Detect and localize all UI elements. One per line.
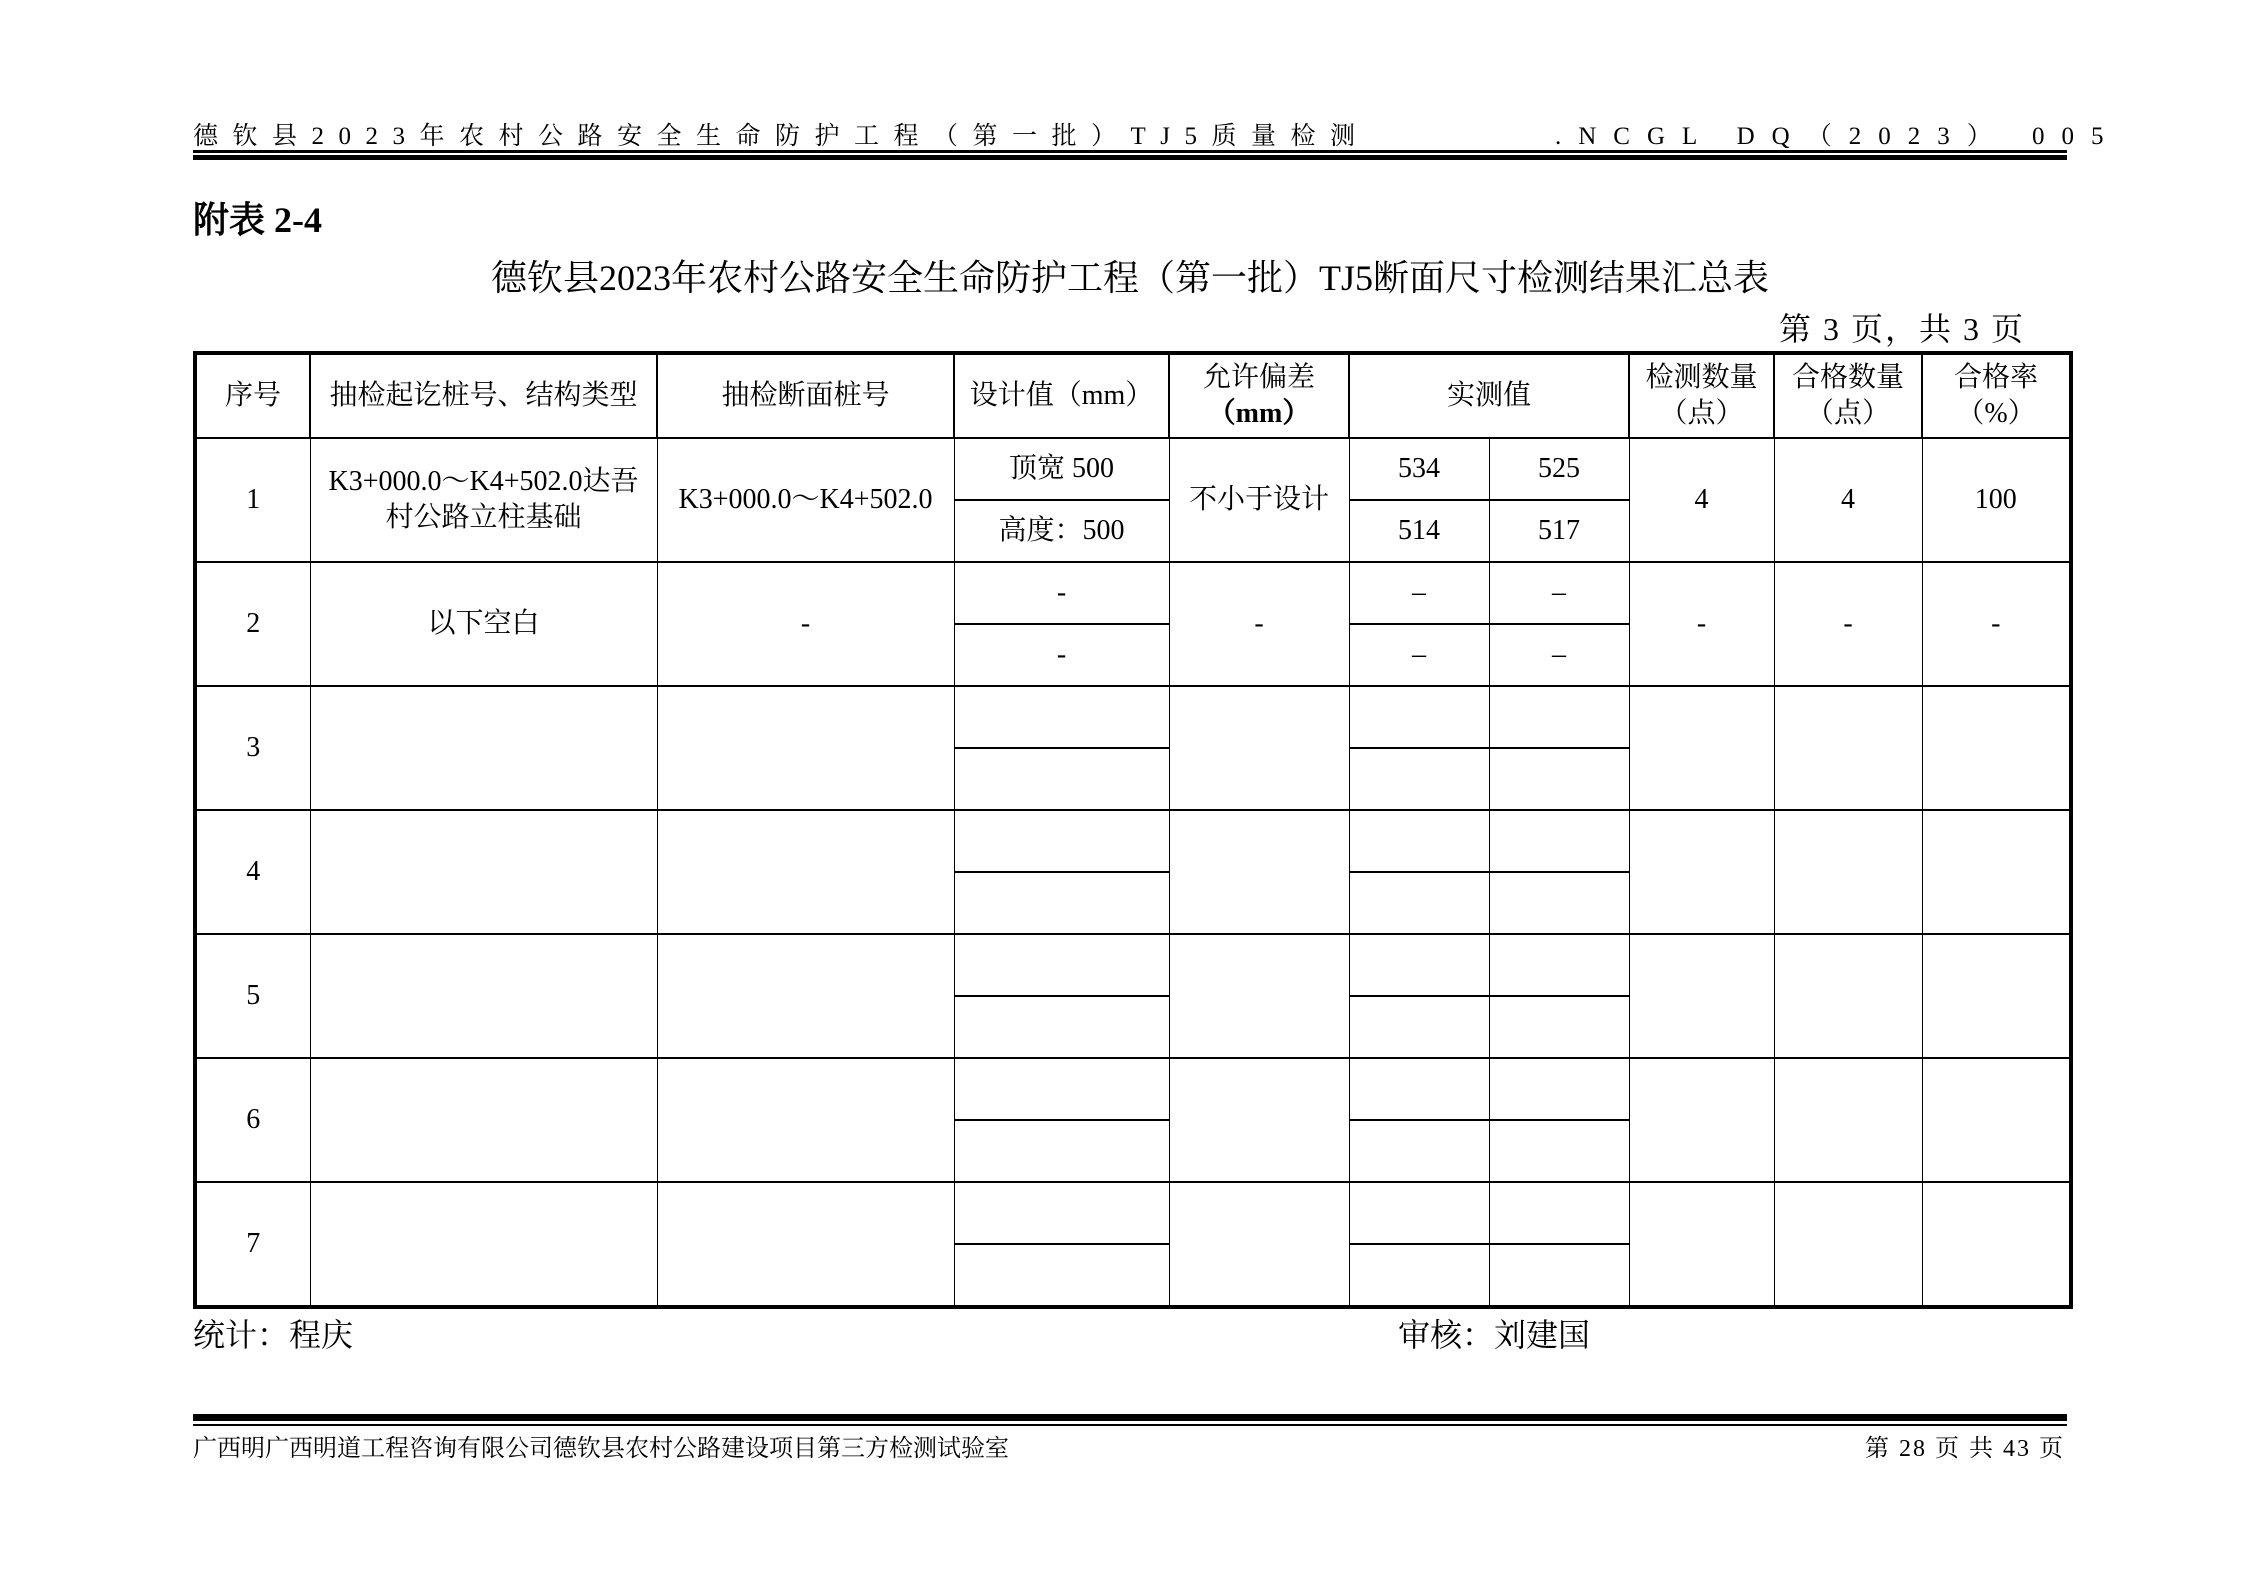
table-header-row [195, 353, 2071, 438]
cell-design-bottom: - [954, 624, 1169, 686]
header-test-count-line1: 检测数量 [1645, 362, 1758, 393]
cell-measured-2: – [1489, 562, 1629, 624]
cell-pass-count [1774, 686, 1922, 810]
cell-section-stake [657, 686, 954, 810]
header-rule-thick [193, 155, 2067, 160]
cell-design-top [954, 686, 1169, 748]
header-pass-rate-line1: 合格率 [1954, 362, 2039, 393]
cell-design-top [954, 934, 1169, 996]
cell-measured-3 [1349, 748, 1489, 810]
header-test-count-line2: （点） [1659, 398, 1744, 429]
footer-page-number: 第 28 页 共 43 页 [1865, 1436, 2065, 1462]
cell-seq: 3 [195, 686, 310, 810]
section-size-summary-table [193, 351, 2073, 1309]
cell-measured-2 [1489, 934, 1629, 996]
cell-tolerance [1169, 1058, 1349, 1182]
header-pass-rate [1922, 353, 2071, 438]
table-row [195, 686, 2071, 748]
cell-range-type [310, 1058, 657, 1182]
cell-design-bottom [954, 1244, 1169, 1307]
cell-section-stake [657, 934, 954, 1058]
cell-pass-rate: - [1922, 562, 2071, 686]
cell-design-top [954, 810, 1169, 872]
table-row [195, 562, 2071, 624]
cell-measured-4 [1489, 1120, 1629, 1182]
cell-measured-4 [1489, 748, 1629, 810]
cell-range-type [310, 934, 657, 1058]
cell-section-stake [657, 1182, 954, 1307]
cell-seq: 5 [195, 934, 310, 1058]
cell-range-type: K3+000.0～K4+502.0达吾村公路立柱基础 [310, 438, 657, 562]
header-pass-count-line1: 合格数量 [1792, 362, 1905, 393]
cell-design-bottom [954, 748, 1169, 810]
header-measured: 实测值 [1349, 353, 1629, 438]
cell-section-stake [657, 810, 954, 934]
appendix-label: 附表 2-4 [193, 200, 322, 240]
cell-measured-2 [1489, 686, 1629, 748]
cell-pass-rate [1922, 934, 2071, 1058]
statistician-signature: 统计：程庆 [193, 1317, 354, 1353]
cell-tolerance [1169, 934, 1349, 1058]
cell-range-type [310, 686, 657, 810]
table-title: 德钦县2023年农村公路安全生命防护工程（第一批）TJ5断面尺寸检测结果汇总表 [490, 258, 1769, 298]
cell-design-top: - [954, 562, 1169, 624]
cell-range-type: 以下空白 [310, 562, 657, 686]
cell-section-stake [657, 1058, 954, 1182]
cell-pass-count: 4 [1774, 438, 1922, 562]
cell-pass-rate [1922, 810, 2071, 934]
cell-pass-rate: 100 [1922, 438, 2071, 562]
cell-tolerance: - [1169, 562, 1349, 686]
cell-tolerance [1169, 686, 1349, 810]
cell-design-top [954, 1058, 1169, 1120]
cell-measured-1: – [1349, 562, 1489, 624]
cell-range-type [310, 1182, 657, 1307]
cell-measured-3 [1349, 996, 1489, 1058]
cell-measured-4 [1489, 872, 1629, 934]
cell-measured-3: – [1349, 624, 1489, 686]
cell-measured-2 [1489, 1182, 1629, 1244]
footer-rule-thin [193, 1424, 2067, 1426]
header-design-value: 设计值（mm） [954, 353, 1169, 438]
cell-measured-2 [1489, 810, 1629, 872]
footer-rule-thick [193, 1414, 2067, 1421]
cell-pass-count [1774, 934, 1922, 1058]
cell-measured-4 [1489, 1244, 1629, 1307]
cell-measured-1: 534 [1349, 438, 1489, 500]
running-header-project: 德钦县2023年农村公路安全生命防护工程（第一批）TJ5质量检测 [193, 123, 1370, 150]
cell-measured-2 [1489, 1058, 1629, 1120]
cell-measured-4: – [1489, 624, 1629, 686]
cell-measured-4: 517 [1489, 500, 1629, 562]
cell-test-count [1629, 686, 1774, 810]
cell-test-count [1629, 1058, 1774, 1182]
cell-measured-3 [1349, 1120, 1489, 1182]
cell-section-stake: - [657, 562, 954, 686]
cell-test-count [1629, 934, 1774, 1058]
cell-seq: 2 [195, 562, 310, 686]
header-pass-rate-line2: （%） [1956, 398, 2036, 429]
cell-range-type [310, 810, 657, 934]
cell-design-bottom [954, 872, 1169, 934]
cell-pass-count [1774, 1058, 1922, 1182]
cell-measured-3 [1349, 1244, 1489, 1307]
cell-design-top [954, 1182, 1169, 1244]
cell-test-count [1629, 1182, 1774, 1307]
footer-organization: 广西明广西明道工程咨询有限公司德钦县农村公路建设项目第三方检测试验室 [193, 1436, 1009, 1462]
cell-pass-count [1774, 1182, 1922, 1307]
cell-tolerance [1169, 1182, 1349, 1307]
header-seq: 序号 [195, 353, 310, 438]
cell-pass-rate [1922, 1058, 2071, 1182]
table-page-info: 第 3 页，共 3 页 [1778, 311, 2025, 347]
table-row [195, 438, 2071, 500]
cell-test-count [1629, 810, 1774, 934]
table-row [195, 1182, 2071, 1244]
header-test-count [1629, 353, 1774, 438]
cell-tolerance [1169, 810, 1349, 934]
cell-seq: 1 [195, 438, 310, 562]
cell-design-bottom [954, 996, 1169, 1058]
cell-measured-3: 514 [1349, 500, 1489, 562]
running-header-report-no: .NCGL DQ（2023） 005 [1555, 123, 2121, 150]
cell-measured-1 [1349, 1182, 1489, 1244]
header-tolerance-line2: （mm） [1207, 398, 1311, 429]
table-row [195, 1058, 2071, 1120]
cell-measured-1 [1349, 934, 1489, 996]
cell-pass-rate [1922, 1182, 2071, 1307]
cell-section-stake: K3+000.0～K4+502.0 [657, 438, 954, 562]
cell-tolerance: 不小于设计 [1169, 438, 1349, 562]
cell-measured-4 [1489, 996, 1629, 1058]
cell-pass-rate [1922, 686, 2071, 810]
cell-measured-1 [1349, 1058, 1489, 1120]
cell-measured-1 [1349, 686, 1489, 748]
cell-measured-2: 525 [1489, 438, 1629, 500]
reviewer-signature: 审核：刘建国 [1398, 1317, 1591, 1353]
table-row [195, 810, 2071, 872]
table-row [195, 934, 2071, 996]
header-pass-count [1774, 353, 1922, 438]
header-pass-count-line2: （点） [1806, 398, 1891, 429]
cell-measured-1 [1349, 810, 1489, 872]
header-rule-thin [193, 150, 2067, 153]
cell-pass-count [1774, 810, 1922, 934]
cell-design-bottom [954, 1120, 1169, 1182]
header-section-stake: 抽检断面桩号 [657, 353, 954, 438]
header-range-type: 抽检起讫桩号、结构类型 [310, 353, 657, 438]
header-tolerance [1169, 353, 1349, 438]
header-tolerance-line1: 允许偏差 [1202, 362, 1315, 393]
cell-seq: 6 [195, 1058, 310, 1182]
cell-seq: 4 [195, 810, 310, 934]
cell-seq: 7 [195, 1182, 310, 1307]
cell-test-count: 4 [1629, 438, 1774, 562]
cell-design-top: 顶宽 500 [954, 438, 1169, 500]
cell-pass-count: - [1774, 562, 1922, 686]
cell-design-bottom: 高度：500 [954, 500, 1169, 562]
cell-test-count: - [1629, 562, 1774, 686]
cell-measured-3 [1349, 872, 1489, 934]
